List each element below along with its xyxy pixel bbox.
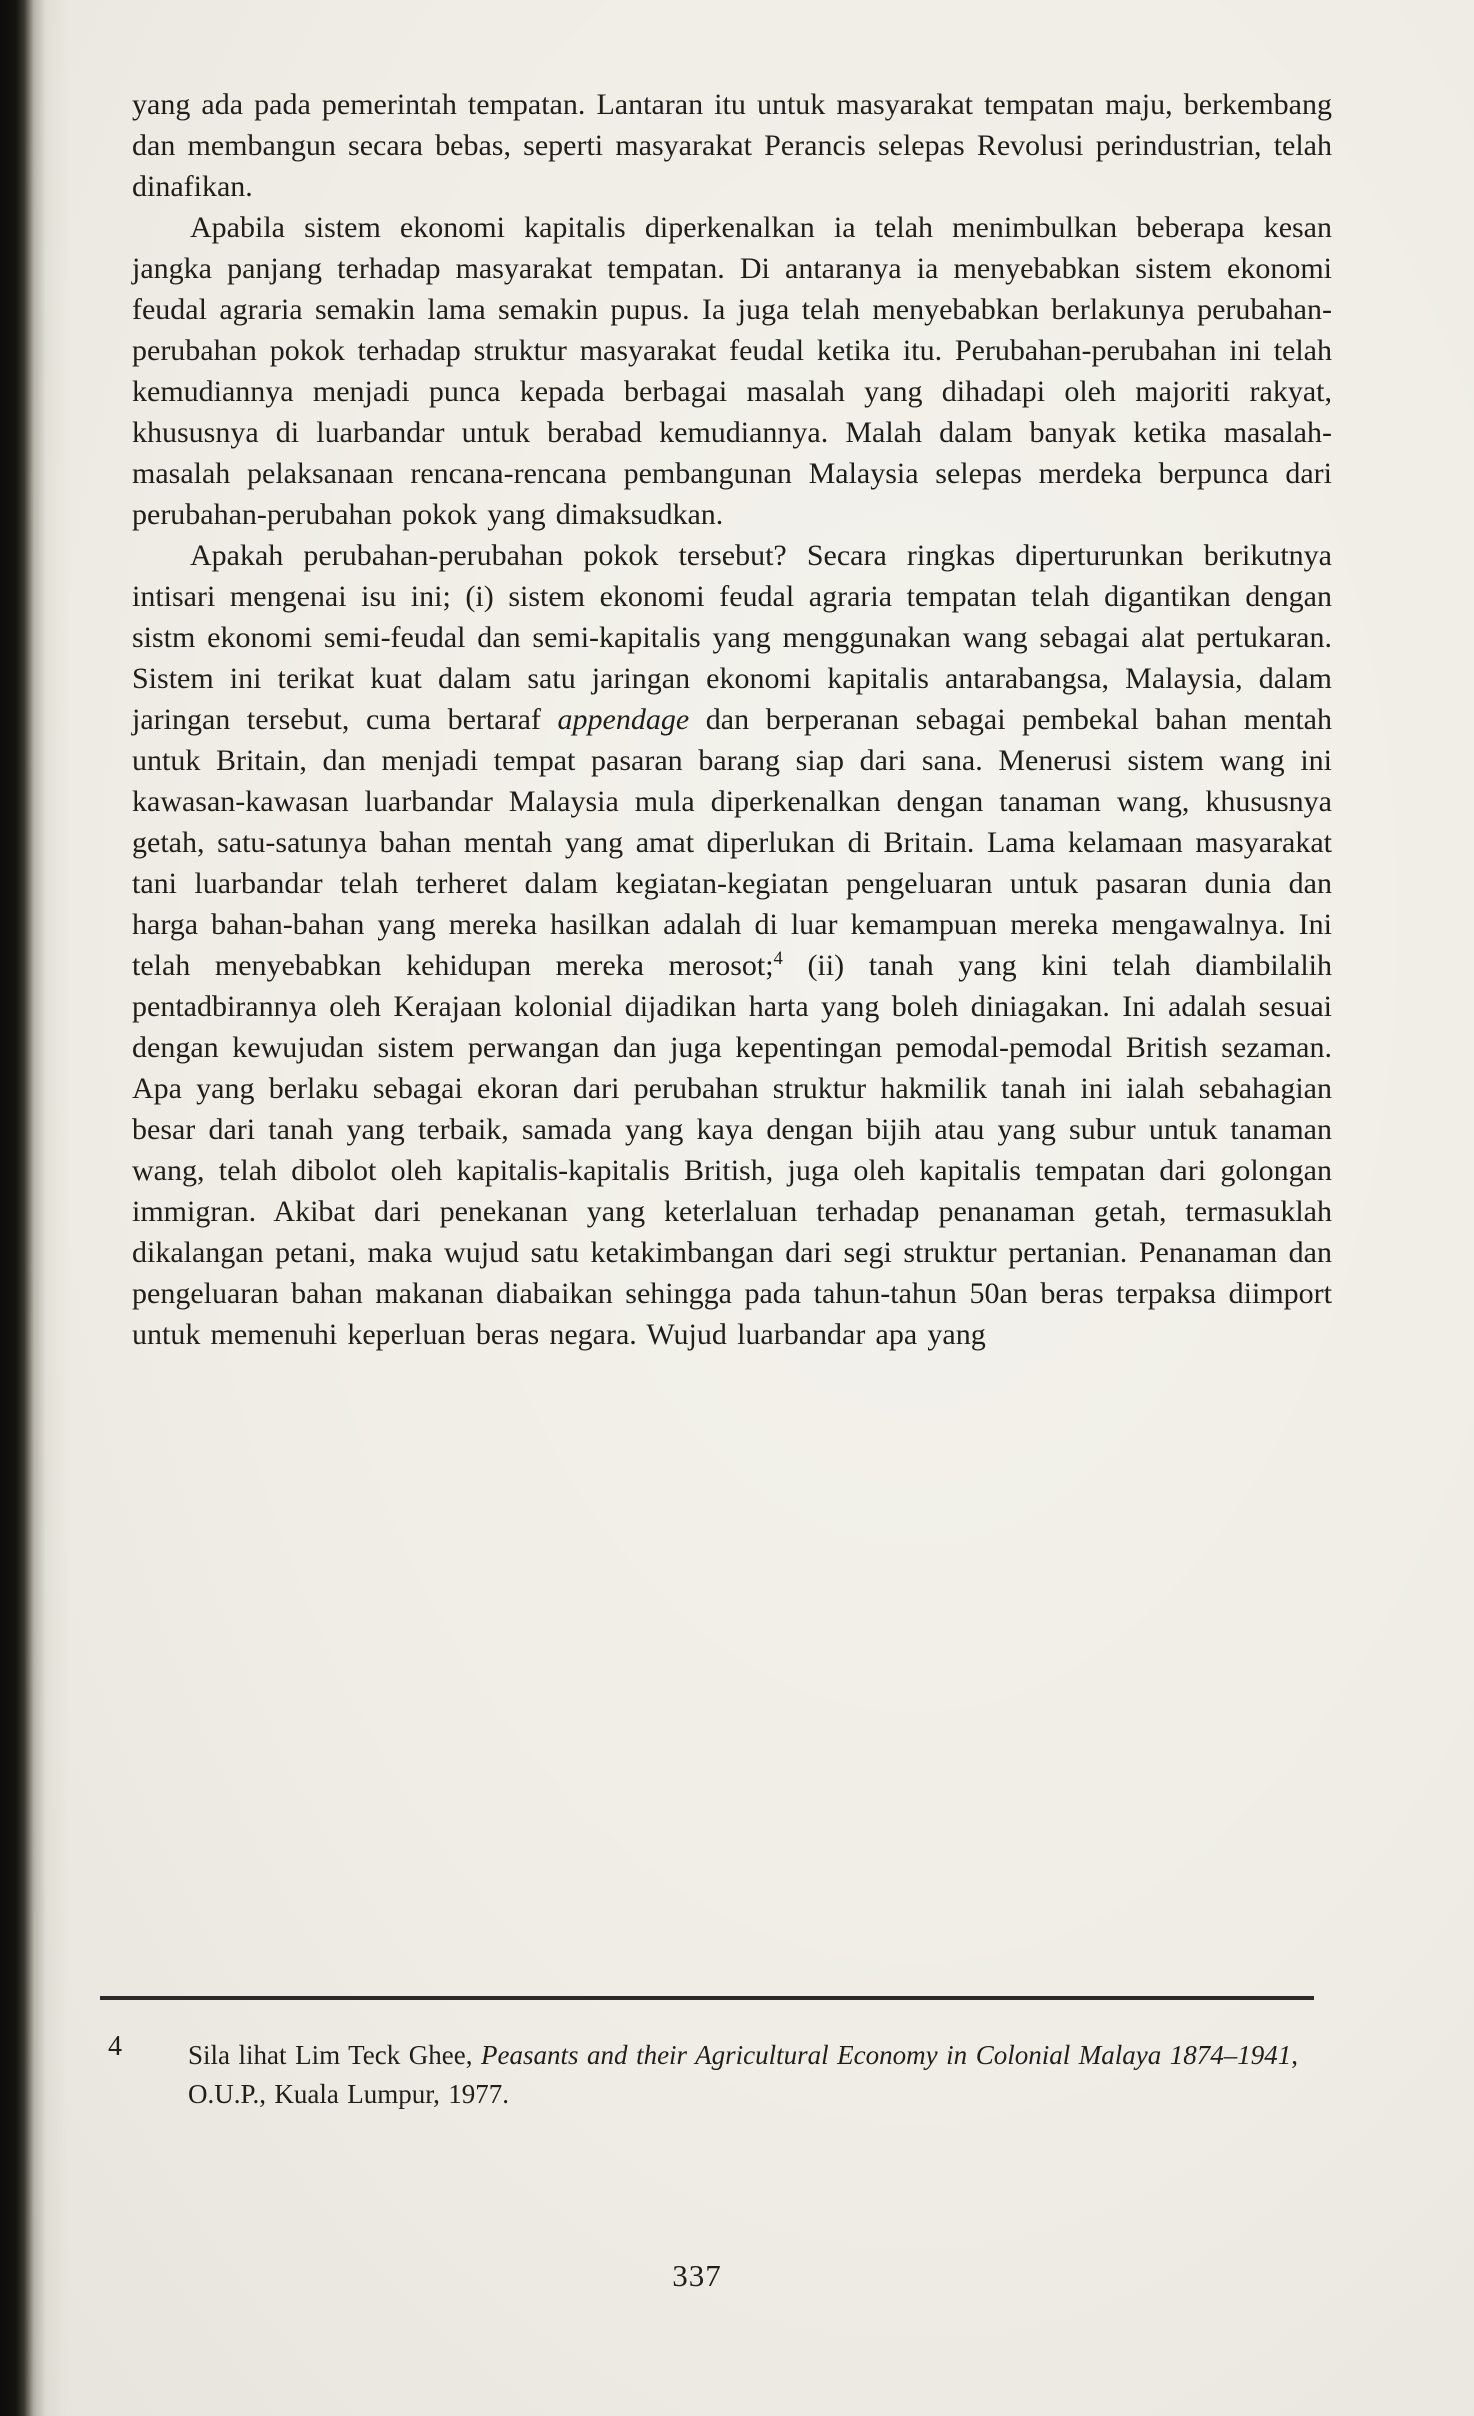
footnote-book-title: Peasants and their Agricultural Economy in Colonial Malaya 1874–1941 bbox=[481, 2040, 1292, 2070]
paragraph-3-text: (ii) tanah yang kini telah diambilalih pentadbirannya oleh Kerajaan kolonial dijadikan harta yang boleh diniagakan. Ini adalah sesuai dengan kewujudan sistem perwangan dan juga kepentingan pemodal-pemodal British sezaman. Apa yang berlaku sebagai ekoran dari perubahan struktur hakmilik tanah ini ialah sebahagian besar dari tanah yang terbaik, samada yang kaya dengan bijih atau yang subur untuk tanaman wang, telah dibolot oleh kapitalis-kapitalis British, juga oleh kapitalis tempatan dari golongan immigran. Akibat dari penekanan yang keterlaluan terhadap penanaman getah, termasuklah dikalangan petani, maka wujud satu ketakimbangan dari segi struktur pertanian. Penanaman dan pengeluaran bahan makanan diabaikan sehingga pada tahun-tahun 50an beras terpaksa diimport untuk memenuhi keperluan beras negara. Wujud luarbandar apa yang bbox=[132, 949, 1333, 1351]
paragraph-3 bbox=[132, 535, 1332, 1355]
footnote-text-part: , O.U.P., Kuala Lumpur, 1977. bbox=[188, 2040, 1299, 2109]
page-number: 337 bbox=[672, 2258, 722, 2293]
italic-term: appendage bbox=[557, 703, 690, 736]
paragraph-1: yang ada pada pemerintah tempatan. Lantaran itu untuk masyarakat tempatan maju, berkembang dan membangun secara bebas, seperti masyarakat Perancis selepas Revolusi perindustrian, telah dinafikan. bbox=[132, 88, 1332, 203]
footnote bbox=[108, 2031, 1320, 2114]
footnote-reference: 4 bbox=[773, 948, 783, 969]
footnote-text-part: Sila lihat Lim Teck Ghee, bbox=[188, 2040, 481, 2070]
footnote-separator-rule bbox=[100, 1996, 1314, 2000]
paragraph-3-text: Apakah perubahan-perubahan pokok tersebut? Secara ringkas diperturunkan berikutnya intisari mengenai isu ini; (i) sistem ekonomi feudal agraria tempatan telah digantikan dengan sistm ekonomi semi-feudal dan semi-kapitalis yang menggunakan wang sebagai alat pertukaran. Sistem ini terikat kuat dalam satu jaringan ekonomi kapitalis antarabangsa, Malaysia, dalam jaringan tersebut, cuma bertaraf bbox=[132, 539, 1332, 736]
binding-shadow bbox=[0, 0, 70, 2416]
page-text-block bbox=[132, 84, 1332, 1355]
paragraph-2: Apabila sistem ekonomi kapitalis diperkenalkan ia telah menimbulkan beberapa kesan jangka panjang terhadap masyarakat tempatan. Di antaranya ia menyebabkan sistem ekonomi feudal agraria semakin lama semakin pupus. Ia juga telah menyebabkan berlakunya perubahan-perubahan pokok terhadap struktur masyarakat feudal ketika itu. Perubahan-perubahan ini telah kemudiannya menjadi punca kepada berbagai masalah yang dihadapi oleh majoriti rakyat, khususnya di luarbandar untuk berabad kemudiannya. Malah dalam banyak ketika masalah-masalah pelaksanaan rencana-rencana pembangunan Malaysia selepas merdeka berpunca dari perubahan-perubahan pokok yang dimaksudkan. bbox=[132, 211, 1332, 531]
footnote-text bbox=[188, 2036, 1298, 2114]
paragraph-3-text: dan berperanan sebagai pembekal bahan mentah untuk Britain, dan menjadi tempat pasaran barang siap dari sana. Menerusi sistem wang ini kawasan-kawasan luarbandar Malaysia mula diperkenalkan dengan tanaman wang, khususnya getah, satu-satunya bahan mentah yang amat diperlukan di Britain. Lama kelamaan masyarakat tani luarbandar telah terheret dalam kegiatan-kegiatan pengeluaran untuk pasaran dunia dan harga bahan-bahan yang mereka hasilkan adalah di luar kemampuan mereka mengawalnya. Ini telah menyebabkan kehidupan mereka merosot; bbox=[132, 703, 1332, 982]
footnote-marker: 4 bbox=[108, 2031, 122, 2062]
